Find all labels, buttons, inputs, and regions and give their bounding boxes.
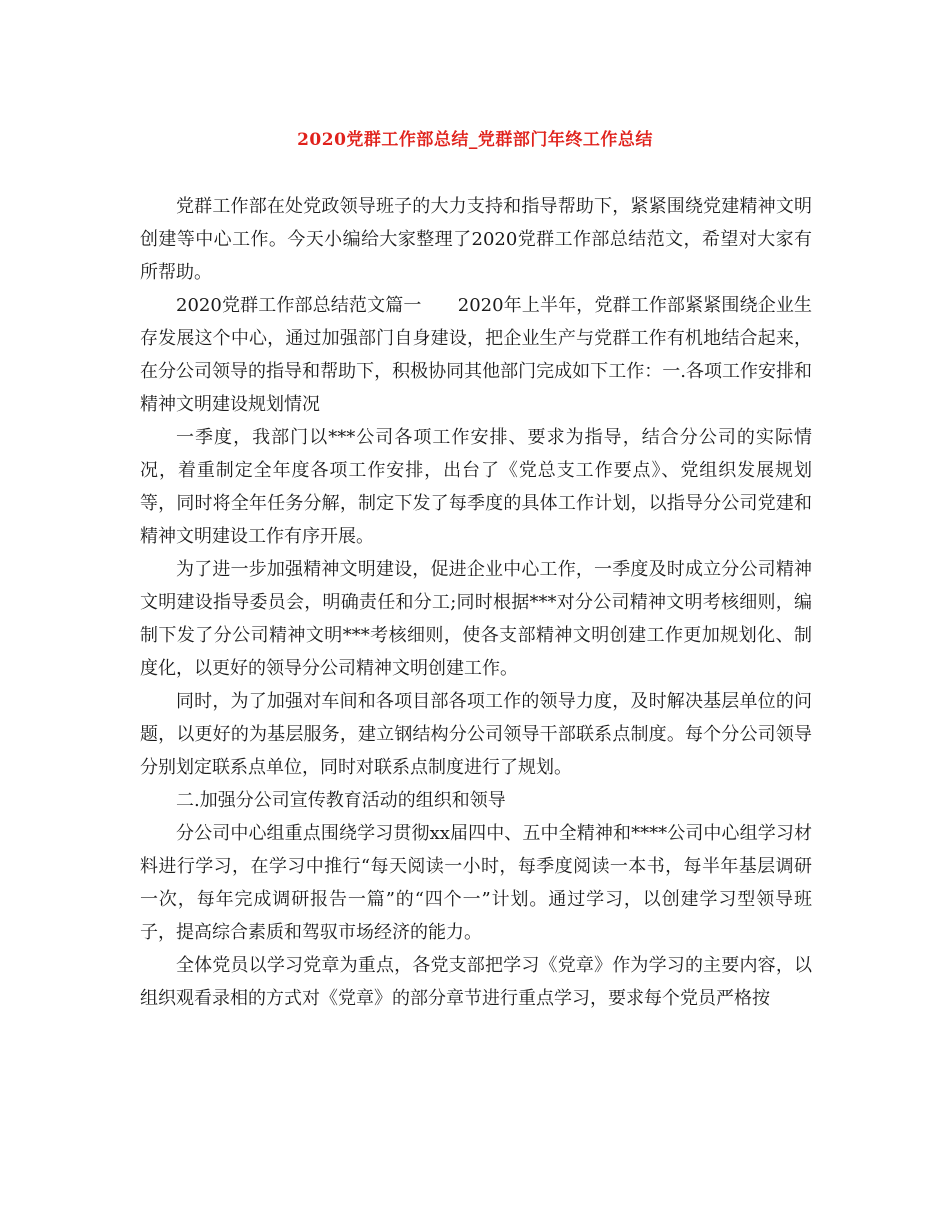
paragraph: 同时，为了加强对车间和各项目部各项工作的领导力度，及时解决基层单位的问题，以更好的为基层服务，建立钢结构分公司领导干部联系点制度。每个分公司领导分别划定联系点单位，同时对联系点制度进行了规划。 — [140, 691, 812, 778]
paragraph: 全体党员以学习党章为重点，各党支部把学习《党章》作为学习的主要内容，以组织观看录相的方式对《党章》的部分章节进行重点学习，要求每个党员严格按 — [140, 955, 812, 1009]
document-body — [140, 190, 812, 1015]
paragraph: 党群工作部在处党政领导班子的大力支持和指导帮助下，紧紧围绕党建精神文明创建等中心工作。今天小编给大家整理了2020党群工作部总结范文，希望对大家有所帮助。 — [140, 196, 812, 283]
paragraph: 分公司中心组重点围绕学习贯彻xx届四中、五中全精神和****公司中心组学习材料进行学习，在学习中推行“每天阅读一小时，每季度阅读一本书，每半年基层调研一次，每年完成调研报告一篇”的“四个一”计划。通过学习，以创建学习型领导班子，提高综合素质和驾驭市场经济的能力。 — [140, 823, 812, 943]
paragraph: 为了进一步加强精神文明建设，促进企业中心工作，一季度及时成立分公司精神文明建设指导委员会，明确责任和分工;同时根据***对分公司精神文明考核细则，编制下发了分公司精神文明***考核细则，使各支部精神文明创建工作更加规划化、制度化，以更好的领导分公司精神文明创建工作。 — [140, 559, 812, 679]
paragraph: 一季度，我部门以***公司各项工作安排、要求为指导，结合分公司的实际情况，着重制定全年度各项工作安排，出台了《党总支工作要点》、党组织发展规划等，同时将全年任务分解，制定下发了每季度的具体工作计划，以指导分公司党建和精神文明建设工作有序开展。 — [140, 427, 812, 547]
paragraph: 2020党群工作部总结范文篇一 2020年上半年，党群工作部紧紧围绕企业生存发展这个中心，通过加强部门自身建设，把企业生产与党群工作有机地结合起来，在分公司领导的指导和帮助下，积极协同其他部门完成如下工作：一.各项工作安排和精神文明建设规划情况 — [140, 295, 812, 415]
section-heading: 二.加强分公司宣传教育活动的组织和领导 — [176, 790, 506, 811]
document-title: 2020党群工作部总结_党群部门年终工作总结 — [297, 130, 653, 150]
